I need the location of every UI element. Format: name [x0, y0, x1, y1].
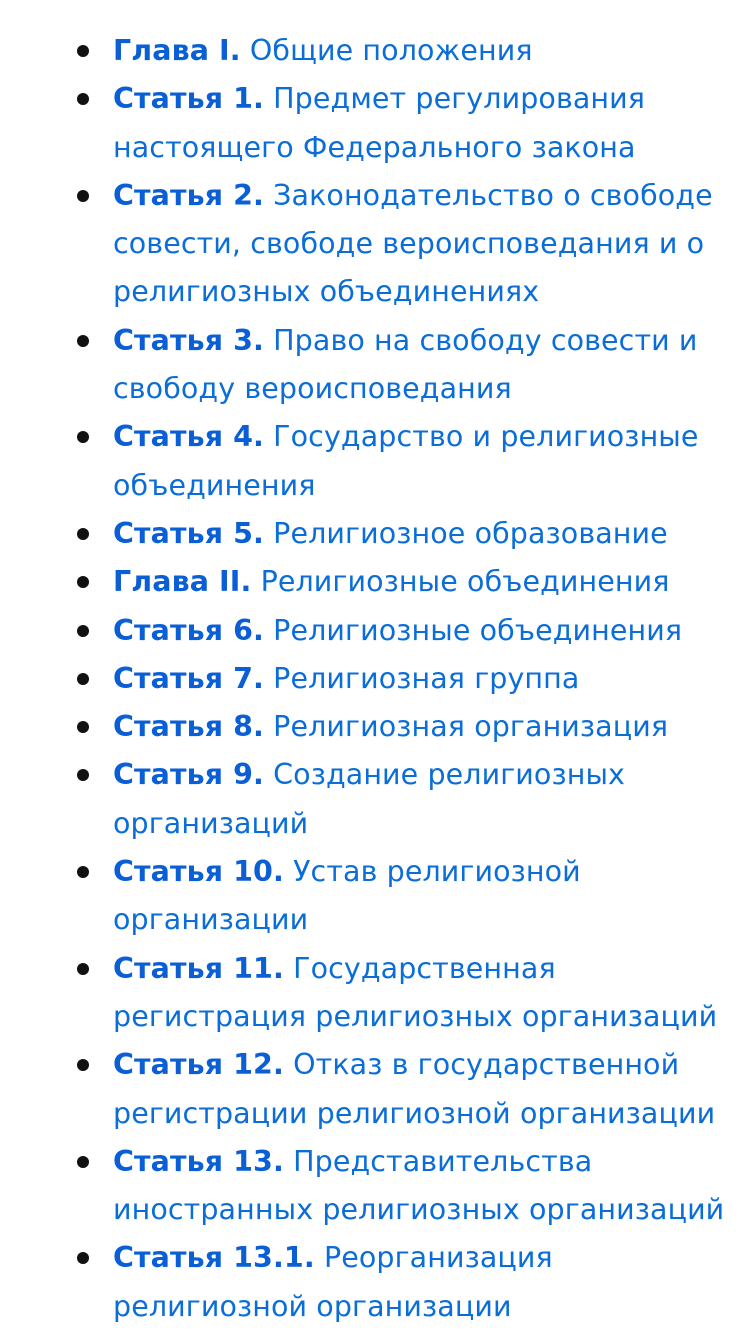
toc-number: Статья 7.: [113, 661, 264, 695]
toc-item: [0, 558, 750, 606]
toc-title: Отказ в государственной регистрации религиозной организации: [113, 1048, 716, 1130]
toc-item: [0, 75, 750, 172]
toc-link[interactable]: [113, 1241, 553, 1322]
toc-title: Религиозная группа: [273, 661, 580, 695]
toc-title: Реорганизация религиозной организации: [113, 1241, 553, 1323]
toc-link[interactable]: [113, 952, 717, 1033]
toc-item: [0, 510, 750, 558]
toc-number: Статья 11.: [113, 951, 284, 985]
bullet-icon: [77, 335, 89, 347]
bullet-icon: [77, 190, 89, 202]
toc-number: Статья 8.: [113, 710, 264, 744]
toc-link[interactable]: [113, 855, 581, 936]
toc-link[interactable]: [113, 420, 699, 501]
toc-number: Статья 1.: [113, 82, 264, 116]
bullet-icon: [77, 866, 89, 878]
toc-title: Законодательство о свободе совести, свободе вероисповедания и о религиозных объединениях: [113, 178, 713, 309]
toc-item: [0, 1138, 750, 1235]
toc-link[interactable]: [113, 517, 668, 550]
toc-item: [0, 1234, 750, 1331]
bullet-icon: [77, 1059, 89, 1071]
toc-number: Глава I.: [113, 34, 241, 67]
toc-title: Право на свободу совести и свободу вероисповедания: [113, 323, 698, 406]
toc-title: Государство и религиозные объединения: [113, 420, 699, 502]
toc-link[interactable]: [113, 179, 713, 309]
bullet-icon: [77, 1156, 89, 1168]
bullet-icon: [77, 93, 89, 105]
toc-title: Религиозные объединения: [260, 565, 670, 599]
bullet-icon: [77, 431, 89, 443]
toc-item: [0, 703, 750, 751]
toc-title: Представительства иностранных религиозных организаций: [113, 1144, 725, 1227]
toc-item: [0, 172, 750, 317]
toc-number: Статья 13.1.: [113, 1241, 315, 1275]
toc-title: Создание религиозных организаций: [113, 758, 626, 840]
toc-title: Религиозные объединения: [273, 613, 683, 647]
toc-item: [0, 848, 750, 945]
toc-title: Предмет регулирования настоящего Федерального закона: [113, 82, 646, 164]
toc-number: Статья 2.: [113, 178, 264, 212]
toc-item: [0, 655, 750, 703]
bullet-icon: [77, 576, 89, 588]
toc-number: Статья 10.: [113, 855, 284, 889]
toc-link[interactable]: [113, 1145, 724, 1226]
toc-number: Статья 13.: [113, 1144, 284, 1178]
toc-item: [0, 413, 750, 510]
bullet-icon: [77, 963, 89, 975]
toc-link[interactable]: [113, 34, 533, 67]
bullet-icon: [77, 769, 89, 781]
toc-title: Религиозное образование: [273, 516, 668, 550]
bullet-icon: [77, 673, 89, 685]
toc-title: Государственная регистрация религиозных организаций: [113, 951, 718, 1033]
toc-item: [0, 27, 750, 75]
toc-link[interactable]: [113, 565, 670, 598]
toc-link[interactable]: [113, 662, 579, 695]
toc-number: Статья 9.: [113, 758, 264, 792]
toc-item: [0, 1041, 750, 1138]
toc-number: Глава II.: [113, 565, 252, 599]
toc-item: [0, 945, 750, 1042]
toc-link[interactable]: [113, 710, 668, 743]
toc-link[interactable]: [113, 1048, 715, 1129]
toc-number: Статья 6.: [113, 613, 264, 647]
bullet-icon: [77, 528, 89, 540]
toc-number: Статья 3.: [113, 323, 264, 357]
bullet-icon: [77, 721, 89, 733]
toc-number: Статья 12.: [113, 1048, 284, 1082]
toc-item: [0, 751, 750, 848]
toc-number: Статья 5.: [113, 516, 264, 550]
bullet-icon: [77, 1252, 89, 1264]
toc-link[interactable]: [113, 614, 682, 647]
toc-title: Общие положения: [249, 34, 533, 67]
toc-link[interactable]: [113, 324, 698, 405]
toc-title: Устав религиозной организации: [113, 855, 581, 937]
bullet-icon: [77, 45, 89, 57]
toc-title: Религиозная организация: [273, 710, 669, 744]
toc-item: [0, 317, 750, 414]
toc-link[interactable]: [113, 758, 625, 839]
toc-number: Статья 4.: [113, 420, 264, 454]
bullet-icon: [77, 625, 89, 637]
toc-item: [0, 607, 750, 655]
toc-link[interactable]: [113, 82, 645, 163]
